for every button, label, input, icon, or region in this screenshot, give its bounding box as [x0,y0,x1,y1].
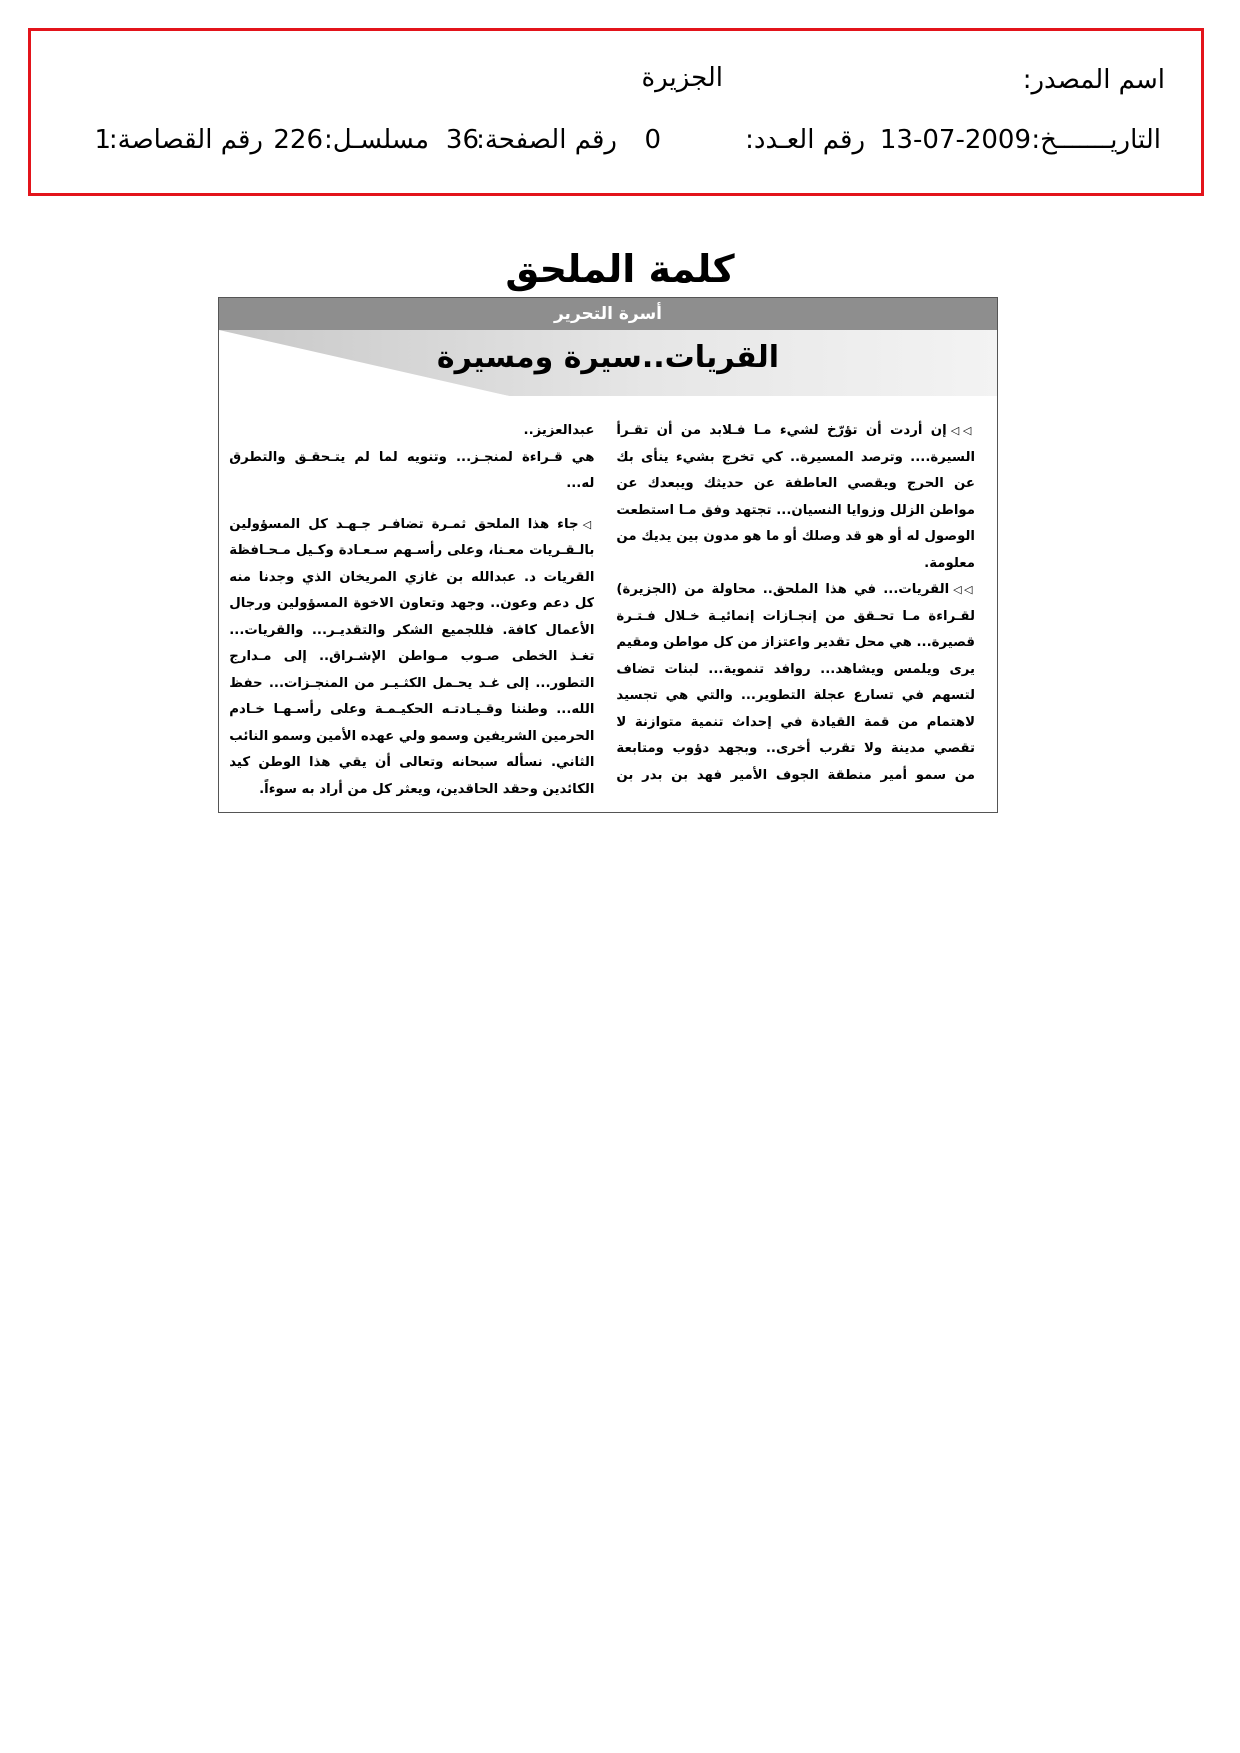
text-line: تغـذ الخطى صـوب مـواطن الإشـراق.. إلى مـدارج [229,649,595,664]
text-line: لتسهم في تسارع عجلة التطوير... والتي هي تجسيد [616,688,975,703]
text-line: الثاني. نسأله سبحانه وتعالى أن يقي هذا الوطن كيد [229,755,595,770]
supplement-masthead: كلمة الملحق [505,247,735,291]
text-line: الحرمين الشريفين وسمو ولي عهده الأمين وسمو النائب [229,728,595,744]
text-line: لاهتمام من قمة القيادة في إحداث تنمية متوازنة لا [616,714,975,730]
paragraph-bullet-icon: ◁ [582,517,595,531]
right-column [616,418,975,800]
text-line: معلومة. [924,555,975,571]
text-line: الكائدين وحقد الحاقدين، ويعثر كل من أراد به سوءاً. [259,781,595,797]
text-line: السيرة.... وترصد المسيرة.. كي تخرج بشيء ينأى بك [616,449,975,465]
text-line: ◁جاء هذا الملحق ثمـرة تضافـر جـهـد كل المسؤولين [229,516,595,532]
text-line: ◁◁إن أردت أن تؤرّخ لشيء مـا فـلابد من أن تقـرأ [616,423,975,438]
left-column [229,418,594,800]
text-line: كل دعم وعون.. وجهد وتعاون الاخوة المسؤولين ورجال [229,596,595,611]
clipping-metadata-box [28,28,1204,196]
text-line: عن الحرج ويقصي العاطفة عن حديثك ويبعدك عن [616,476,975,491]
text-line: هي قـراءة لمنجـز... وتنويه لما لم يتـحقـق والتطرق [229,449,595,465]
text-line: تقصي مدينة ولا تقرب أخرى.. وبجهد دؤوب ومتابعة [616,741,975,756]
clip-label: رقم القصاصة: [108,125,263,155]
page-value: 36 [445,125,479,155]
text-line: ◁◁القريات... في هذا الملحق.. محاولة من (الجزيرة) [616,582,975,597]
text-line: لقـراءة مـا تحـقق من إنجـازات إنمائيـة خـلال فـتـرة [616,608,975,624]
headline-band [219,330,997,396]
date-value: 13-07-2009 [879,125,1031,155]
issue-label: رقم العـدد: [745,125,865,155]
source-value: الجزيرة [641,63,723,93]
date-label: التاريـــــــخ: [1031,125,1161,155]
paragraph-bullet-icon: ◁◁ [953,583,975,596]
issue-value: 0 [644,125,661,155]
article-columns [229,418,975,800]
source-label: اسم المصدر: [1022,65,1165,95]
text-line: عبدالعزيز.. [523,423,595,438]
text-line: يرى ويلمس ويشاهد... روافد تنموية... لبنات تضاف [616,661,975,677]
section-tag: أسرة التحرير [219,298,997,330]
article-headline: القريات..سيرة ومسيرة [436,340,780,375]
clip-value: 1 [94,125,111,155]
article-box [218,297,998,813]
paragraph-gap [229,498,594,512]
text-line: من سمو أمير منطقة الجوف الأمير فهد بن بدر بن [616,767,975,783]
text-line: التطور... إلى غـد يحـمل الكثـيـر من المنجـزات... حفظ [229,675,595,691]
serial-label: مسلسـل: [324,125,429,155]
serial-value: 226 [273,125,323,155]
text-line: قصيرة... هي محل تقدير واعتزاز من كل مواطن ومقيم [616,635,975,650]
text-line: له... [566,476,595,491]
page-label: رقم الصفحة: [476,125,617,155]
text-line: الوصول له أو هو قد وصلك أو ما هو مدون بين يديك من [616,529,975,544]
text-line: مواطن الزلل وزوايا النسيان... تجتهد وفق مـا استطعت [616,502,975,518]
text-line: الأعمال كافة. فللجميع الشكر والتقديـر... والقريات... [229,622,595,638]
text-line: بالـقـريات معـنا، وعلى رأسـهم سـعـادة وكـيل مـحـافظة [229,543,595,558]
text-line: الله... وطننا وقـيـادتـه الحكيـمـة وعلى رأسـهـا خـادم [229,702,595,717]
text-line: القريات د. عبدالله بن غازي المريخان الذي وجدنا منه [229,569,595,585]
paragraph-bullet-icon: ◁◁ [950,424,975,437]
